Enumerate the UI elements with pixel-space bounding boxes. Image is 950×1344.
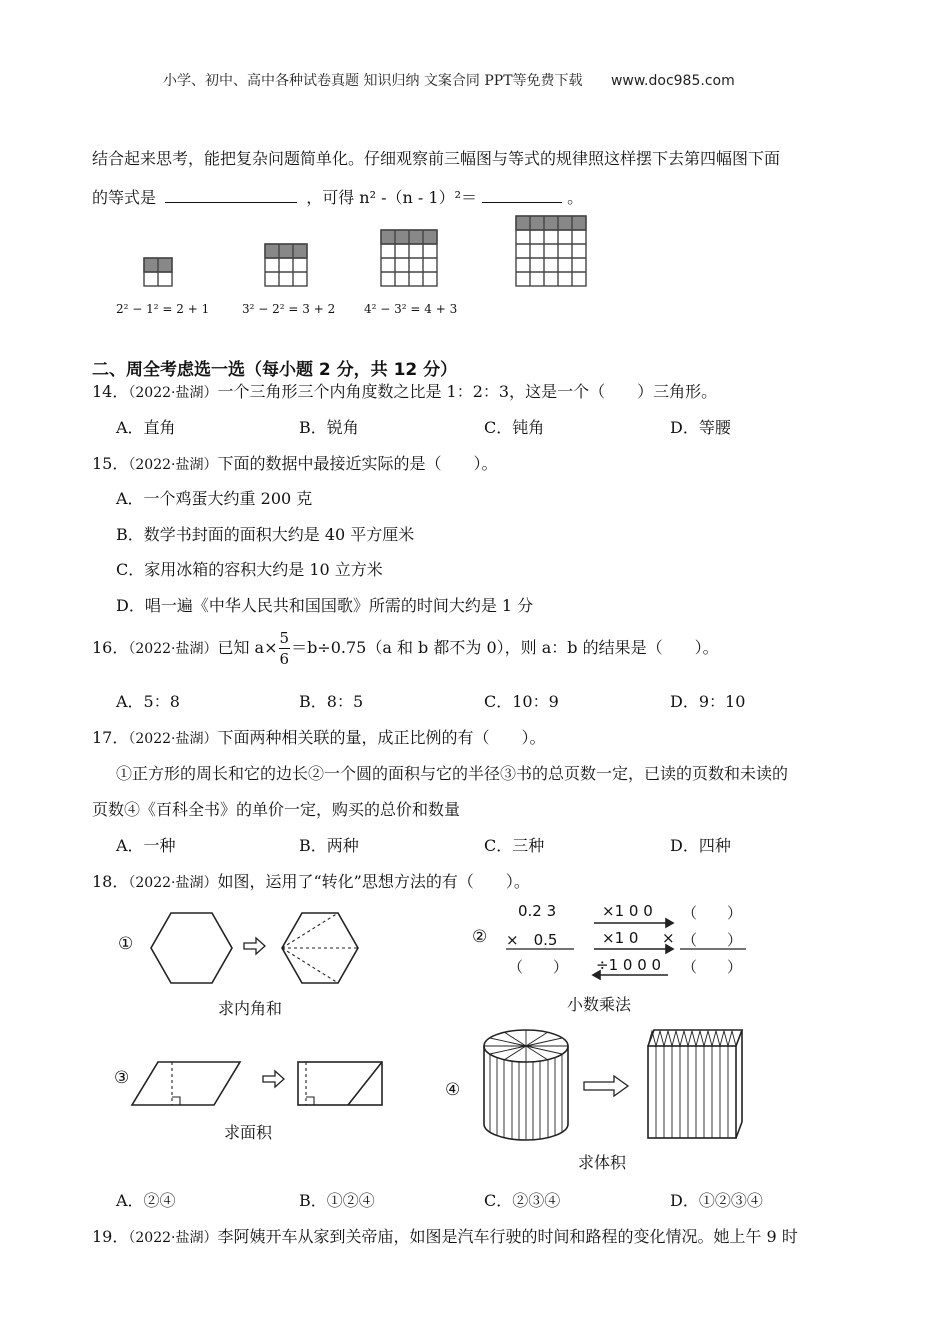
fraction-denominator: 6 [279,650,290,668]
q13-text-c: 。 [567,188,584,207]
calc-multiply: × [662,929,675,947]
fig-label-4: ④ [445,1080,461,1100]
q18-option-c[interactable]: C．②③④ [484,1191,561,1210]
q19-number: 19． [92,1227,129,1246]
q17-option-c[interactable]: C．三种 [484,836,545,855]
q14-option-b[interactable]: B．锐角 [299,418,359,437]
q17-option-a[interactable]: A．一种 [116,836,176,855]
cylinder-shape [484,1030,568,1140]
q19-stem [92,1224,798,1247]
q15-number: 15． [92,454,129,473]
calc-op-3: ÷1 0 0 0 [596,956,662,974]
q13-eq-2: 3² − 2² = 3 + 2 [242,302,336,316]
q14-option-a[interactable]: A．直角 [116,418,176,437]
header-url: www.doc985.com [610,73,735,89]
q18-number: 18． [92,872,129,891]
q16-option-a[interactable]: A．5：8 [116,692,180,711]
calc-factor-a: 0.2 3 [518,902,557,920]
q18-option-d[interactable]: D．①②③④ [670,1191,763,1210]
q15-source: （2022·盐湖） [128,457,218,473]
q15-option-b[interactable]: B．数学书封面的面积大约是 40 平方厘米 [116,525,415,544]
q18-option-b[interactable]: B．①②④ [299,1191,375,1210]
fig-label-1: ① [118,934,134,954]
q14-text: 一个三角形三个内角度数之比是 1：2：3，这是一个（ ）三角形。 [217,382,718,401]
q16-option-b[interactable]: B．8：5 [299,692,364,711]
fig-label-2: ② [472,927,488,947]
q16-option-c[interactable]: C．10：9 [484,692,559,711]
calc-result-4: （ ） [682,958,743,976]
q17-source: （2022·盐湖） [128,731,218,747]
hexagon-shape [151,913,232,983]
q16-option-d[interactable]: D．9：10 [670,692,746,711]
rectangle-shape [298,1062,382,1105]
q17-option-d[interactable]: D．四种 [670,836,731,855]
q13-text-b: ，可得 n² -（n - 1）²＝ [306,188,477,207]
q16-text-a: 已知 a× [217,638,278,657]
q13-text-a: 的等式是 [92,188,157,207]
q14-source: （2022·盐湖） [128,385,218,401]
cuboid-shape [648,1030,742,1138]
fraction-numerator: 5 [279,629,290,647]
caption-interior-angle: 求内角和 [218,999,283,1018]
q18-source: （2022·盐湖） [128,875,218,891]
caption-decimal-multiply: 小数乘法 [567,995,632,1014]
q14-number: 14． [92,382,129,401]
arrow-icon [584,1076,628,1096]
calc-op-1: ×1 0 0 [602,902,653,920]
parallelogram-shape [132,1062,240,1105]
q18-text: 如图，运用了“转化”思想方法的有（ ）。 [217,872,530,891]
q16-source: （2022·盐湖） [128,641,218,657]
caption-area: 求面积 [224,1123,273,1142]
calc-result-3: （ ） [682,931,743,949]
q13-eq-1: 2² − 1² = 2 + 1 [116,302,210,316]
q16-text-b: ＝b÷0.75（a 和 b 都不为 0），则 a：b 的结果是（ ）。 [291,638,719,657]
q16-number: 16． [92,638,129,657]
calc-result-1: （ ） [508,958,569,976]
q15-option-c[interactable]: C．家用冰箱的容积大约是 10 立方米 [116,560,383,579]
caption-volume: 求体积 [578,1153,627,1172]
q18-option-a[interactable]: A．②④ [116,1191,176,1210]
q14-option-d[interactable]: D．等腰 [670,418,731,437]
q17-line3: 页数④《百科全书》的单价一定，购买的总价和数量 [92,800,461,819]
q17-option-b[interactable]: B．两种 [299,836,359,855]
calc-result-2: （ ） [682,904,743,922]
header-title: 小学、初中、高中各种试卷真题 知识归纳 文案合同 PPT等免费下载 [163,73,583,89]
q17-number: 17． [92,728,129,747]
calc-op-2: ×1 0 [602,929,639,947]
section-title: 二、周全考虑选一选（每小题 2 分，共 12 分） [92,360,458,380]
q15-option-d[interactable]: D．唱一遍《中华人民共和国国歌》所需的时间大约是 1 分 [116,596,534,615]
q15-option-a[interactable]: A．一个鸡蛋大约重 200 克 [116,489,313,508]
q15-text: 下面的数据中最接近实际的是（ ）。 [217,454,498,473]
arrow-icon [244,938,265,954]
calc-factor-b: × 0.5 [506,931,558,949]
fig-label-3: ③ [114,1068,130,1088]
arrow-icon [263,1071,284,1087]
q19-source: （2022·盐湖） [128,1230,218,1246]
q13-eq-3: 4² − 3² = 4 + 3 [364,302,458,316]
q19-text: 李阿姨开车从家到关帝庙，如图是汽车行驶的时间和路程的变化情况。她上午 9 时 [217,1227,798,1246]
q17-text: 下面两种相关联的量，成正比例的有（ ）。 [217,728,546,747]
q14-option-c[interactable]: C．钝角 [484,418,545,437]
q17-line2: ①正方形的周长和它的边长②一个圆的面积与它的半径③书的总页数一定，已读的页数和未读的 [116,764,789,783]
q13-line1: 结合起来思考，能把复杂问题简单化。仔细观察前三幅图与等式的规律照这样摆下去第四幅图下面 [92,149,781,168]
